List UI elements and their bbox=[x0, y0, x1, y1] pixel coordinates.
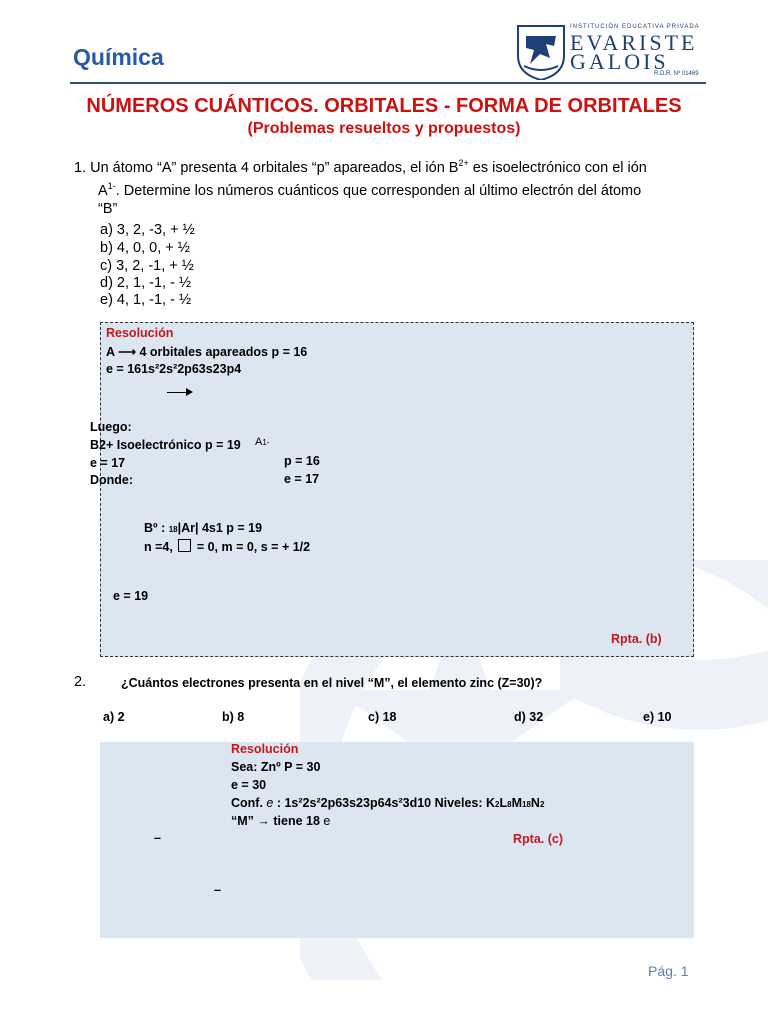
res2-line3-a: Conf. bbox=[231, 796, 267, 810]
logo-institution-text: INSTITUCIÓN EDUCATIVA PRIVADA bbox=[570, 24, 700, 30]
q2-option-a: a) 2 bbox=[103, 710, 125, 724]
res1-a1-label bbox=[255, 436, 269, 448]
q1-part-a: 1. Un átomo “A” presenta 4 orbitales “p” apareados, el ión B bbox=[74, 159, 459, 176]
header-divider bbox=[70, 82, 706, 84]
res2-dash-2: – bbox=[214, 883, 221, 897]
res2-line2: e = 30 bbox=[231, 778, 267, 792]
logo-name-line1: EVARISTE bbox=[570, 30, 698, 55]
arrow-head-icon bbox=[186, 388, 193, 396]
res2-n: N bbox=[530, 796, 540, 810]
q2-option-b: b) 8 bbox=[222, 710, 245, 724]
res1-e19: e = 19 bbox=[113, 589, 149, 603]
res1-e17b: e = 17 bbox=[284, 472, 320, 486]
right-arrow-icon: ⟶ bbox=[118, 345, 136, 359]
res1-bo-sub: 18 bbox=[168, 525, 178, 534]
q1-part-d: . Determine los números cuánticos que corresponden al último electrón del átomo bbox=[115, 182, 642, 199]
q1-option-c: c) 3, 2, -1, + ½ bbox=[100, 258, 194, 274]
question-2-number: 2. bbox=[74, 674, 87, 690]
q2-option-e: e) 10 bbox=[643, 710, 672, 724]
q2-option-c: c) 18 bbox=[368, 710, 397, 724]
resolution-box-2 bbox=[100, 742, 694, 938]
arrow-line-icon bbox=[167, 392, 187, 393]
q1-charge-b: 2+ bbox=[458, 158, 469, 168]
res1-line2: e = 161s²2s²2p63s23p4 bbox=[106, 362, 242, 376]
q1-option-e: e) 4, 1, -1, - ½ bbox=[100, 292, 192, 308]
res2-answer: Rpta. (c) bbox=[513, 832, 563, 846]
res2-m-sub: 18 bbox=[522, 800, 531, 809]
res1-answer: Rpta. (b) bbox=[611, 632, 662, 646]
res1-luego: Luego: bbox=[90, 420, 132, 434]
q1-charge-a: 1- bbox=[107, 180, 116, 191]
res2-k-sub: 2 bbox=[495, 800, 500, 809]
res1-e17a: e = 17 bbox=[90, 456, 126, 470]
res1-a1: A bbox=[255, 436, 263, 448]
res1-line1-b: 4 orbitales apareados p = 16 bbox=[139, 345, 308, 359]
res1-n-a: n =4, bbox=[144, 540, 173, 554]
resolution-1-heading: Resolución bbox=[106, 326, 174, 340]
res2-line4-e: e bbox=[323, 814, 331, 828]
document-subtitle: (Problemas resueltos y propuestos) bbox=[247, 120, 521, 137]
q1-option-a: a) 3, 2, -3, + ½ bbox=[100, 222, 195, 238]
res1-p16: p = 16 bbox=[284, 454, 320, 468]
res2-line4 bbox=[231, 814, 330, 828]
res2-m: M bbox=[511, 796, 522, 810]
q1-part-e: “B” bbox=[98, 200, 118, 217]
logo-registration: R.D.R. Nº 01469 bbox=[654, 71, 699, 77]
res1-n-b: = 0, m = 0, s = + 1/2 bbox=[196, 540, 311, 554]
res1-line1 bbox=[106, 344, 307, 359]
q1-option-d: d) 2, 1, -1, - ½ bbox=[100, 275, 192, 291]
logo-name-line2: GALOIS bbox=[570, 49, 669, 74]
res1-bo-a: Bº : bbox=[144, 521, 169, 535]
res1-donde: Donde: bbox=[90, 473, 134, 487]
q1-part-c: A bbox=[98, 182, 108, 199]
res1-a1-sub: 1- bbox=[262, 438, 270, 447]
q1-option-b: b) 4, 0, 0, + ½ bbox=[100, 240, 190, 256]
res2-line3-e: e bbox=[266, 796, 274, 810]
missing-glyph-box-icon bbox=[178, 539, 191, 552]
res1-line1-a: A bbox=[106, 345, 115, 359]
res2-line3-b: : 1s²2s²2p63s23p64s²3d10 Niveles: K bbox=[273, 796, 496, 810]
resolution-2-heading: Resolución bbox=[231, 742, 299, 756]
res2-line1: Sea: Znº P = 30 bbox=[231, 760, 321, 774]
res2-line4-a: “M” bbox=[231, 814, 254, 828]
res2-l: L bbox=[499, 796, 508, 810]
res2-n-sub: 2 bbox=[539, 800, 545, 809]
page-number: Pág. 1 bbox=[648, 963, 689, 979]
question-1-text bbox=[74, 154, 694, 218]
res1-bo-b: |Ar| 4s1 p = 19 bbox=[177, 521, 263, 535]
res1-b2-line: B2+ Isoelectrónico p = 19 bbox=[90, 438, 241, 452]
question-2-text: ¿Cuántos electrones presenta en el nivel “M”, el elemento zinc (Z=30)? bbox=[121, 676, 543, 690]
res2-dash-1: – bbox=[154, 831, 161, 845]
res1-bo-line bbox=[144, 521, 262, 535]
q1-part-b: es isoelectrónico con el ión bbox=[468, 159, 647, 176]
subject-title: Química bbox=[73, 44, 164, 70]
right-arrow-icon: → bbox=[257, 814, 270, 828]
q2-option-d: d) 32 bbox=[514, 710, 544, 724]
res2-line3 bbox=[231, 796, 544, 810]
res1-quantum-line bbox=[144, 539, 310, 554]
res2-l-sub: 8 bbox=[507, 800, 512, 809]
res2-line4-b: tiene 18 bbox=[273, 814, 324, 828]
document-title: NÚMEROS CUÁNTICOS. ORBITALES - FORMA DE ORBITALES bbox=[86, 95, 682, 117]
